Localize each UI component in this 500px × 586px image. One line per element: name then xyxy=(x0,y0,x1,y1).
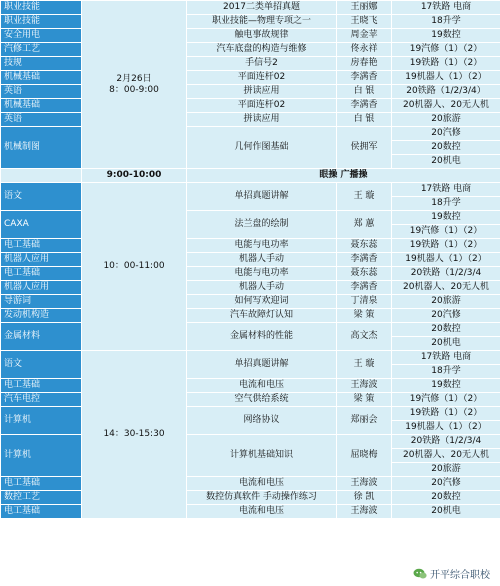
teacher-cell: 王 璇 xyxy=(337,183,392,211)
lesson-content-cell: 金属材料的性能 xyxy=(187,323,337,351)
class-cell: 19汽修（1）（2） xyxy=(392,225,500,239)
teacher-cell: 王 璇 xyxy=(337,351,392,379)
schedule-row xyxy=(1,71,500,85)
watermark xyxy=(409,565,494,582)
schedule-row xyxy=(1,1,500,15)
subject-cell: 金属材料 xyxy=(1,323,82,351)
class-cell: 20汽修 xyxy=(392,309,500,323)
class-cell: 20数控 xyxy=(392,491,500,505)
class-cell: 18升学 xyxy=(392,197,500,211)
subject-cell: 计算机 xyxy=(1,435,82,477)
lesson-content-cell: 职业技能—物理专项之一 xyxy=(187,15,337,29)
schedule-row xyxy=(1,477,500,491)
class-cell: 18升学 xyxy=(392,15,500,29)
time-slot-cell xyxy=(82,1,187,169)
class-cell: 19机器人（1）（2） xyxy=(392,421,500,435)
time-slot-text: 2月26日 xyxy=(116,73,152,84)
subject-cell: 英语 xyxy=(1,113,82,127)
subject-cell: 电工基础 xyxy=(1,505,82,519)
class-cell: 19铁路（1）（2） xyxy=(392,407,500,421)
subject-cell: 机械基础 xyxy=(1,99,82,113)
schedule-row xyxy=(1,253,500,267)
lesson-content-cell: 拼读应用 xyxy=(187,85,337,99)
class-cell: 20机器人、20无人机 xyxy=(392,281,500,295)
schedule-row xyxy=(1,99,500,113)
schedule-row xyxy=(1,183,500,197)
subject-cell: 职业技能 xyxy=(1,1,82,15)
teacher-cell: 白 银 xyxy=(337,113,392,127)
schedule-row xyxy=(1,407,500,421)
break-time-cell: 9:00-10:00 xyxy=(82,169,187,183)
chat-bubble-icon xyxy=(413,568,427,580)
schedule-row xyxy=(1,127,500,141)
subject-cell: 计算机 xyxy=(1,407,82,435)
class-cell: 20数控 xyxy=(392,141,500,155)
schedule-row xyxy=(1,57,500,71)
teacher-cell: 徐 凯 xyxy=(337,491,392,505)
schedule-row xyxy=(1,113,500,127)
teacher-cell: 王海波 xyxy=(337,505,392,519)
class-cell: 20汽修 xyxy=(392,127,500,141)
lesson-content-cell: 网络协议 xyxy=(187,407,337,435)
teacher-cell: 白 银 xyxy=(337,85,392,99)
lesson-content-cell: 手信号2 xyxy=(187,57,337,71)
schedule-row xyxy=(1,323,500,337)
schedule-row xyxy=(1,435,500,449)
class-cell: 19机器人（1）（2） xyxy=(392,71,500,85)
lesson-content-cell: 计算机基础知识 xyxy=(187,435,337,477)
teacher-cell: 高文杰 xyxy=(337,323,392,351)
schedule-row xyxy=(1,29,500,43)
teacher-cell: 郑丽会 xyxy=(337,407,392,435)
watermark-text: 开平综合职校 xyxy=(430,570,490,581)
teacher-cell: 梁 策 xyxy=(337,309,392,323)
time-slot-text: 8：00-9:00 xyxy=(109,84,159,95)
schedule-row xyxy=(1,351,500,365)
class-cell: 20机电 xyxy=(392,337,500,351)
lesson-content-cell: 数控仿真软件 手动操作练习 xyxy=(187,491,337,505)
schedule-row xyxy=(1,505,500,519)
lesson-content-cell: 平面连杆02 xyxy=(187,71,337,85)
lesson-content-cell: 触电事故规律 xyxy=(187,29,337,43)
lesson-content-cell: 电流和电压 xyxy=(187,505,337,519)
class-cell: 19汽修（1）（2） xyxy=(392,43,500,57)
subject-cell: 英语 xyxy=(1,85,82,99)
class-cell: 20机器人、20无人机 xyxy=(392,449,500,463)
class-cell: 20铁路（1/2/3/4 xyxy=(392,435,500,449)
teacher-cell: 梁 策 xyxy=(337,393,392,407)
teacher-cell: 王丽娜 xyxy=(337,1,392,15)
schedule-row xyxy=(1,211,500,225)
subject-cell: CAXA xyxy=(1,211,82,239)
class-cell: 20旅游 xyxy=(392,113,500,127)
subject-cell: 数控工艺 xyxy=(1,491,82,505)
subject-cell: 安全用电 xyxy=(1,29,82,43)
subject-cell: 机器人应用 xyxy=(1,281,82,295)
teacher-cell: 王海波 xyxy=(337,477,392,491)
teacher-cell: 郑 蕙 xyxy=(337,211,392,239)
teacher-cell: 聂东蕊 xyxy=(337,267,392,281)
schedule-row xyxy=(1,239,500,253)
schedule-row xyxy=(1,267,500,281)
class-cell: 17铁路 电商 xyxy=(392,183,500,197)
lesson-content-cell: 电流和电压 xyxy=(187,477,337,491)
subject-cell: 机械基础 xyxy=(1,71,82,85)
subject-cell: 语文 xyxy=(1,183,82,211)
subject-cell: 电工基础 xyxy=(1,267,82,281)
subject-cell: 语文 xyxy=(1,351,82,379)
subject-cell: 机械制图 xyxy=(1,127,82,169)
time-slot-text: 14：30-15:30 xyxy=(103,429,165,439)
schedule-row xyxy=(1,309,500,323)
subject-cell: 导游词 xyxy=(1,295,82,309)
schedule-row xyxy=(1,295,500,309)
class-cell: 20铁路（1/2/3/4） xyxy=(392,85,500,99)
lesson-content-cell: 电能与电功率 xyxy=(187,239,337,253)
teacher-cell: 侯拥军 xyxy=(337,127,392,169)
class-cell: 19机器人（1）（2） xyxy=(392,253,500,267)
class-cell: 20机电 xyxy=(392,155,500,169)
class-cell: 19数控 xyxy=(392,211,500,225)
subject-cell: 机器人应用 xyxy=(1,253,82,267)
teacher-cell: 房春艳 xyxy=(337,57,392,71)
class-cell: 17铁路 电商 xyxy=(392,1,500,15)
class-cell: 19铁路（1）（2） xyxy=(392,57,500,71)
subject-cell: 职业技能 xyxy=(1,15,82,29)
lesson-content-cell: 单招真题讲解 xyxy=(187,183,337,211)
break-row xyxy=(1,169,500,183)
class-cell: 19数控 xyxy=(392,379,500,393)
time-slot-cell xyxy=(82,351,187,519)
lesson-content-cell: 电能与电功率 xyxy=(187,267,337,281)
subject-cell: 发动机构造 xyxy=(1,309,82,323)
schedule-row xyxy=(1,43,500,57)
lesson-content-cell: 汽车底盘的构造与维修 xyxy=(187,43,337,57)
teacher-cell: 李满香 xyxy=(337,281,392,295)
teacher-cell: 李满香 xyxy=(337,99,392,113)
subject-cell: 汽修工艺 xyxy=(1,43,82,57)
schedule-body xyxy=(1,1,500,519)
class-cell: 17铁路 电商 xyxy=(392,351,500,365)
subject-cell: 技规 xyxy=(1,57,82,71)
lesson-content-cell: 空气供给系统 xyxy=(187,393,337,407)
schedule-row xyxy=(1,379,500,393)
time-slot-cell xyxy=(82,183,187,351)
time-slot-text: 10：00-11:00 xyxy=(103,261,165,271)
lesson-content-cell: 电流和电压 xyxy=(187,379,337,393)
lesson-content-cell: 机器人手动 xyxy=(187,281,337,295)
class-cell: 20旅游 xyxy=(392,463,500,477)
teacher-cell: 李满香 xyxy=(337,71,392,85)
schedule-row xyxy=(1,15,500,29)
schedule-row xyxy=(1,281,500,295)
class-cell: 20数控 xyxy=(392,323,500,337)
break-activity-cell: 眼操 广播操 xyxy=(187,169,500,183)
subject-cell: 电工基础 xyxy=(1,477,82,491)
lesson-content-cell: 2017二类单招真题 xyxy=(187,1,337,15)
subject-cell: 汽车电控 xyxy=(1,393,82,407)
class-cell: 20旅游 xyxy=(392,295,500,309)
break-empty-cell xyxy=(1,169,82,183)
class-cell: 19汽修（1）（2） xyxy=(392,393,500,407)
lesson-content-cell: 机器人手动 xyxy=(187,253,337,267)
teacher-cell: 周金苹 xyxy=(337,29,392,43)
schedule-row xyxy=(1,393,500,407)
class-cell: 20机电 xyxy=(392,505,500,519)
teacher-cell: 聂东蕊 xyxy=(337,239,392,253)
class-cell: 20机器人、20无人机 xyxy=(392,99,500,113)
teacher-cell: 丁清泉 xyxy=(337,295,392,309)
class-cell: 19数控 xyxy=(392,29,500,43)
subject-cell: 电工基础 xyxy=(1,379,82,393)
lesson-content-cell: 单招真题讲解 xyxy=(187,351,337,379)
lesson-content-cell: 平面连杆02 xyxy=(187,99,337,113)
lesson-content-cell: 如何写欢迎词 xyxy=(187,295,337,309)
lesson-content-cell: 几何作图基础 xyxy=(187,127,337,169)
subject-cell: 电工基础 xyxy=(1,239,82,253)
lesson-content-cell: 法兰盘的绘制 xyxy=(187,211,337,239)
class-cell: 19铁路（1）（2） xyxy=(392,239,500,253)
schedule-row xyxy=(1,85,500,99)
class-cell: 18升学 xyxy=(392,365,500,379)
teacher-cell: 佟永祥 xyxy=(337,43,392,57)
lesson-content-cell: 拼读应用 xyxy=(187,113,337,127)
teacher-cell: 屈晓梅 xyxy=(337,435,392,477)
teacher-cell: 王晓飞 xyxy=(337,15,392,29)
class-cell: 20铁路（1/2/3/4 xyxy=(392,267,500,281)
schedule-row xyxy=(1,491,500,505)
lesson-content-cell: 汽车故障灯认知 xyxy=(187,309,337,323)
teacher-cell: 王海波 xyxy=(337,379,392,393)
class-cell: 20汽修 xyxy=(392,477,500,491)
teacher-cell: 李满香 xyxy=(337,253,392,267)
